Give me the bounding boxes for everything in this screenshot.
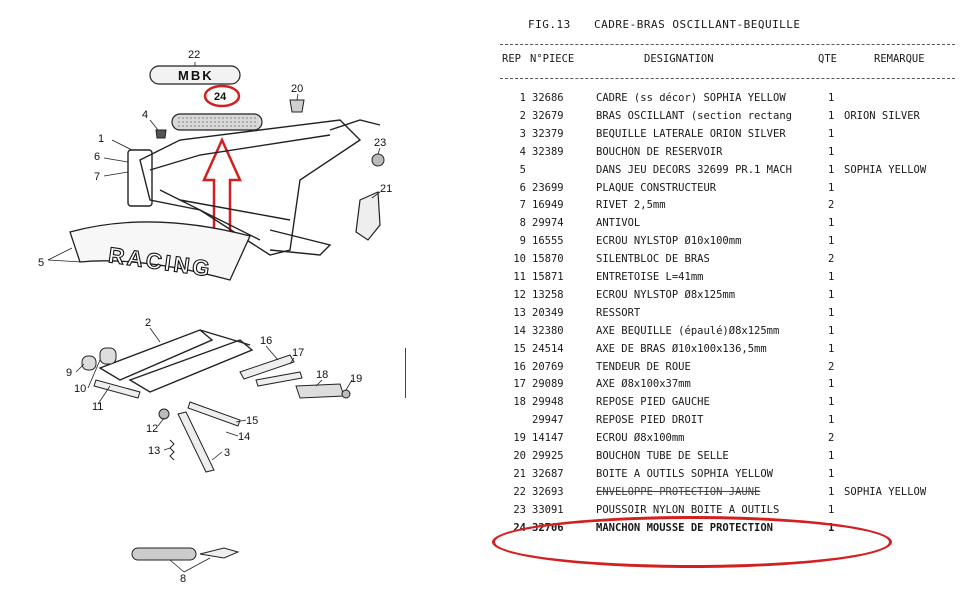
cell-ref: 32706 [532, 521, 564, 534]
callout-13: 13 [148, 445, 161, 457]
table-row [488, 468, 960, 486]
cell-designation: ENTRETOISE L=41mm [596, 271, 704, 283]
cell-rep: 5 [519, 163, 526, 176]
cell-qty: 1 [828, 396, 835, 409]
cell-qty: 1 [828, 342, 835, 355]
cell-rep: 4 [519, 145, 526, 158]
cell-rep: 2 [519, 109, 526, 122]
callout-14: 14 [238, 431, 251, 443]
part-3-sidestand [178, 412, 214, 472]
decal-text: RACING [106, 242, 215, 282]
col-header-remark: REMARQUE [874, 53, 925, 65]
part-18-footrest [296, 384, 344, 398]
callout-1: 1 [98, 133, 105, 145]
table-row [488, 217, 960, 235]
part-2-swingarm [100, 330, 252, 392]
cell-qty: 1 [828, 450, 835, 462]
scan-artifact-line [405, 348, 406, 398]
cell-ref: 13258 [532, 288, 564, 301]
callout-21: 21 [380, 183, 393, 195]
cell-qty: 1 [828, 521, 835, 534]
cell-designation: TENDEUR DE ROUE [596, 360, 691, 373]
cell-rep: 21 [513, 467, 526, 480]
col-header-ref: N°PIECE [530, 53, 575, 65]
cell-qty: 1 [828, 485, 835, 498]
cell-designation: SILENTBLOC DE BRAS [596, 253, 710, 266]
cell-rep: 3 [519, 127, 526, 140]
cell-qty: 1 [828, 92, 835, 104]
cell-qty: 1 [828, 163, 835, 176]
cell-qty: 1 [828, 145, 835, 158]
callout-19: 19 [350, 373, 363, 385]
cell-remark: ORION SILVER [844, 109, 920, 122]
part-22-tube [150, 66, 240, 84]
callout-2: 2 [145, 317, 152, 329]
cell-designation: REPOSE PIED GAUCHE [596, 396, 710, 409]
cell-ref: 20769 [532, 360, 564, 373]
callout-22: 22 [188, 49, 201, 61]
part-13-spring [170, 440, 174, 460]
cell-ref: 29974 [532, 217, 564, 230]
cell-rep: 15 [513, 342, 526, 355]
table-row [488, 289, 960, 307]
table-row [488, 414, 960, 432]
cell-qty: 1 [828, 324, 835, 337]
table-row [488, 378, 960, 396]
cell-ref: 33091 [532, 503, 564, 516]
table-row [488, 271, 960, 289]
cell-ref: 15871 [532, 271, 564, 283]
cell-qty: 1 [828, 181, 835, 194]
cell-qty: 1 [828, 378, 835, 391]
callout-8: 8 [180, 573, 187, 585]
cell-qty: 2 [828, 253, 835, 266]
cell-qty: 1 [828, 306, 835, 319]
table-row [488, 343, 960, 361]
cell-qty: 1 [828, 235, 835, 248]
table-row [488, 182, 960, 200]
table-row [488, 325, 960, 343]
tube-brand-text: MBK [178, 68, 214, 83]
cell-designation: ECROU Ø8x100mm [596, 432, 685, 445]
figure-subtitle: CADRE-BRAS OSCILLANT-BEQUILLE [594, 18, 801, 31]
part-23-nut [372, 154, 384, 166]
cell-ref: 32389 [532, 145, 564, 158]
cell-rep: 10 [513, 253, 526, 266]
table-row [488, 450, 960, 468]
callout-18: 18 [316, 369, 329, 381]
cell-ref: 29925 [532, 450, 564, 462]
cell-ref: 15870 [532, 253, 564, 266]
part-5-decal [70, 222, 250, 282]
highlight-ellipse-row-24 [492, 516, 892, 568]
col-header-qty: QTE [818, 53, 837, 65]
part-4-cap [156, 130, 166, 138]
cell-rep: 8 [519, 217, 526, 230]
cell-designation: POUSSOIR NYLON BOITE A OUTILS [596, 503, 780, 516]
part-9-silentbloc [82, 356, 96, 370]
cell-designation: CADRE (ss décor) SOPHIA YELLOW [596, 92, 786, 104]
cell-rep: 22 [513, 485, 526, 498]
cell-designation: BRAS OSCILLANT (section rectang [596, 109, 792, 122]
cell-designation: ECROU NYLSTOP Ø10x100mm [596, 235, 742, 248]
callout-17: 17 [292, 347, 305, 359]
col-header-rep: REP [502, 53, 521, 65]
cell-rep: 1 [519, 92, 526, 104]
part-21-toolbox [356, 192, 380, 240]
cell-rep: 23 [513, 503, 526, 516]
cell-rep: 6 [519, 181, 526, 194]
cell-designation: RIVET 2,5mm [596, 199, 666, 212]
cell-rep: 7 [519, 199, 526, 212]
part-19-nut [342, 390, 350, 398]
cell-designation: BOITE A OUTILS SOPHIA YELLOW [596, 467, 774, 480]
cell-rep: 12 [513, 288, 526, 301]
cell-ref: 32379 [532, 127, 564, 140]
cell-ref: 32686 [532, 92, 564, 104]
cell-designation: ENVELOPPE PROTECTION JAUNE [596, 485, 761, 498]
cell-rep: 13 [513, 306, 526, 319]
cell-ref: 20349 [532, 306, 564, 319]
cell-ref: 23699 [532, 181, 564, 194]
table-row [488, 92, 960, 110]
header-rule-top [500, 44, 955, 45]
cell-ref: 24514 [532, 342, 564, 355]
table-row [488, 253, 960, 271]
cell-ref: 16555 [532, 235, 564, 248]
cell-rep: 20 [513, 450, 526, 462]
cell-designation: MANCHON MOUSSE DE PROTECTION [596, 521, 774, 534]
cell-ref: 16949 [532, 199, 564, 212]
callout-20: 20 [291, 83, 304, 95]
callout-10: 10 [74, 383, 87, 395]
cell-qty: 2 [828, 432, 835, 445]
cell-ref: 32380 [532, 324, 564, 337]
callout-3: 3 [224, 447, 231, 459]
table-row [488, 235, 960, 253]
cell-rep: 14 [513, 324, 526, 337]
table-row [488, 110, 960, 128]
callout-24: 24 [214, 91, 227, 103]
callout-11: 11 [92, 401, 104, 413]
cell-qty: 2 [828, 199, 835, 212]
part-8-antivol [132, 548, 238, 560]
cell-designation: AXE DE BRAS Ø10x100x136,5mm [596, 342, 767, 355]
cell-qty: 1 [828, 109, 835, 122]
cell-qty: 1 [828, 467, 835, 480]
table-row [488, 128, 960, 146]
cell-ref: 32693 [532, 485, 564, 498]
part-12-nut [159, 409, 169, 419]
callout-12: 12 [146, 423, 159, 435]
part-15-axle [188, 402, 240, 426]
callout-9: 9 [66, 367, 73, 379]
part-17-axle [256, 372, 302, 386]
table-row [488, 432, 960, 450]
part-20-cap [290, 100, 304, 112]
cell-ref: 29947 [532, 414, 564, 427]
cell-designation: ANTIVOL [596, 217, 641, 230]
cell-ref: 32679 [532, 109, 564, 122]
part-24-foam-sleeve [172, 114, 262, 130]
table-row [488, 486, 960, 504]
cell-rep: 9 [519, 235, 526, 248]
cell-qty: 1 [828, 503, 835, 516]
cell-remark: SOPHIA YELLOW [844, 485, 927, 498]
cell-designation: RESSORT [596, 306, 641, 319]
callout-4: 4 [142, 109, 149, 121]
cell-qty: 1 [828, 127, 835, 140]
table-row [488, 361, 960, 379]
cell-designation: AXE BEQUILLE (épaulé)Ø8x125mm [596, 324, 780, 337]
callout-6: 6 [94, 151, 101, 163]
cell-ref: 29089 [532, 378, 564, 391]
cell-rep: 16 [513, 360, 526, 373]
cell-qty: 1 [828, 217, 835, 230]
table-row [488, 146, 960, 164]
cell-designation: DANS JEU DECORS 32699 PR.1 MACH [596, 163, 792, 176]
cell-designation: PLAQUE CONSTRUCTEUR [596, 181, 717, 194]
table-row [488, 164, 960, 182]
cell-designation: REPOSE PIED DROIT [596, 414, 704, 427]
callout-7: 7 [94, 171, 101, 183]
cell-designation: BOUCHON TUBE DE SELLE [596, 450, 729, 462]
table-row [488, 396, 960, 414]
cell-ref: 32687 [532, 467, 564, 480]
cell-ref: 14147 [532, 432, 564, 445]
cell-designation: BOUCHON DE RESERVOIR [596, 145, 723, 158]
cell-rep: 24 [513, 521, 526, 534]
cell-qty: 1 [828, 271, 835, 283]
cell-qty: 2 [828, 360, 835, 373]
cell-qty: 1 [828, 288, 835, 301]
header-rule-bottom [500, 78, 955, 79]
part-11-spacer [94, 380, 140, 398]
cell-designation: BEQUILLE LATERALE ORION SILVER [596, 127, 786, 140]
cell-rep: 11 [513, 271, 526, 283]
table-row [488, 199, 960, 217]
callout-15: 15 [246, 415, 259, 427]
cell-designation: ECROU NYLSTOP Ø8x125mm [596, 288, 736, 301]
cell-rep: 19 [513, 432, 526, 445]
parts-table [488, 0, 960, 598]
cell-qty: 1 [828, 414, 835, 427]
callout-5: 5 [38, 257, 45, 269]
cell-designation: AXE Ø8x100x37mm [596, 378, 691, 391]
callout-23: 23 [374, 137, 387, 149]
cell-rep: 18 [513, 396, 526, 409]
callout-16: 16 [260, 335, 273, 347]
figure-number: FIG.13 [528, 18, 571, 31]
part-10-silentbloc [100, 348, 116, 364]
cell-rep: 17 [513, 378, 526, 391]
col-header-designation: DESIGNATION [644, 53, 714, 65]
cell-ref: 29948 [532, 396, 564, 409]
cell-remark: SOPHIA YELLOW [844, 163, 927, 176]
table-row [488, 307, 960, 325]
